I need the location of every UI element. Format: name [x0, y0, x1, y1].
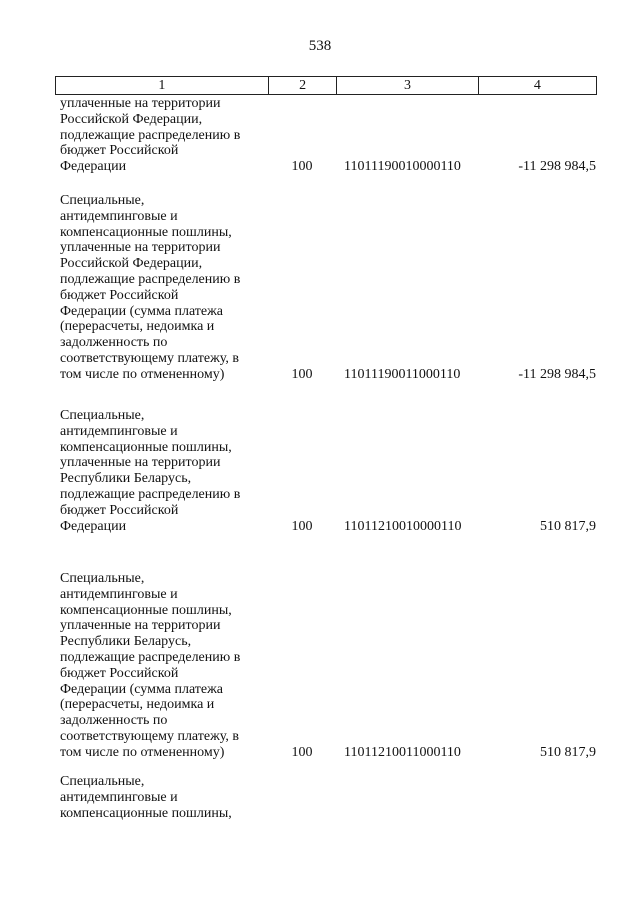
row-description	[60, 96, 265, 175]
description-line: Специальные,	[60, 193, 145, 208]
description-line: подлежащие распределению в	[60, 486, 241, 502]
description-line: антидемпинговые и	[60, 208, 178, 224]
description-line: компенсационные пошлины,	[60, 439, 232, 455]
table-row	[60, 774, 596, 821]
description-line: Федерации (сумма платежа	[60, 303, 224, 319]
description-line: Федерации (сумма платежа	[60, 681, 224, 697]
row-code: 100	[291, 744, 313, 760]
description-line: подлежащие распределению в	[60, 271, 241, 287]
row-description	[60, 408, 265, 534]
description-line: бюджет Российской	[60, 287, 179, 303]
column-header-2: 2	[269, 77, 338, 94]
table-row	[60, 408, 596, 534]
row-amount: -11 298 984,5	[518, 366, 596, 382]
table-header	[55, 76, 597, 95]
row-amount: 510 817,9	[540, 518, 596, 534]
table-row	[60, 96, 596, 175]
description-line: подлежащие распределению в	[60, 649, 241, 665]
row-code: 100	[291, 159, 313, 175]
description-line: соответствующему платежу, в	[60, 350, 239, 366]
description-line: (перерасчеты, недоимка и	[60, 697, 215, 713]
description-line: Российской Федерации,	[60, 111, 203, 127]
description-line: уплаченные на территории	[60, 618, 221, 634]
row-kbk: 11011190011000110	[344, 366, 461, 382]
description-line: задолженность по	[60, 335, 168, 351]
description-line: подлежащие распределению в	[60, 127, 241, 143]
row-kbk: 11011210010000110	[344, 518, 462, 534]
description-line: уплаченные на территории	[60, 96, 221, 111]
description-line: Республики Беларусь,	[60, 471, 192, 487]
row-code: 100	[291, 366, 313, 382]
page-number: 538	[308, 38, 332, 54]
row-amount: 510 817,9	[540, 744, 596, 760]
row-kbk: 11011210011000110	[344, 744, 461, 760]
description-line: антидемпинговые и	[60, 586, 178, 602]
description-line: бюджет Российской	[60, 502, 179, 518]
row-description	[60, 571, 265, 761]
description-line: соответствующему платежу, в	[60, 728, 239, 744]
description-line: бюджет Российской	[60, 143, 179, 159]
description-line: том числе по отмененному)	[60, 744, 225, 760]
row-code: 100	[291, 518, 313, 534]
description-line: том числе по отмененному)	[60, 366, 225, 382]
description-line: компенсационные пошлины,	[60, 224, 232, 240]
column-header-3: 3	[337, 77, 478, 94]
description-line: Специальные,	[60, 408, 145, 423]
description-line: Специальные,	[60, 774, 145, 789]
description-line: Республики Беларусь,	[60, 634, 192, 650]
description-line: Специальные,	[60, 571, 145, 586]
description-line: компенсационные пошлины,	[60, 805, 232, 821]
description-line: (перерасчеты, недоимка и	[60, 319, 215, 335]
description-line: компенсационные пошлины,	[60, 602, 232, 618]
description-line: уплаченные на территории	[60, 240, 221, 256]
description-line: бюджет Российской	[60, 665, 179, 681]
table-row	[60, 571, 596, 761]
column-header-4: 4	[533, 78, 541, 93]
table-row	[60, 193, 596, 383]
description-line: Федерации	[60, 159, 127, 175]
description-line: антидемпинговые и	[60, 423, 178, 439]
description-line: антидемпинговые и	[60, 789, 178, 805]
description-line: Федерации	[60, 518, 127, 534]
row-kbk: 11011190010000110	[344, 159, 461, 175]
row-description	[60, 774, 265, 821]
row-description	[60, 193, 265, 383]
row-amount: -11 298 984,5	[518, 159, 596, 175]
column-header-1: 1	[56, 77, 269, 94]
description-line: задолженность по	[60, 713, 168, 729]
description-line: Российской Федерации,	[60, 256, 203, 272]
description-line: уплаченные на территории	[60, 455, 221, 471]
